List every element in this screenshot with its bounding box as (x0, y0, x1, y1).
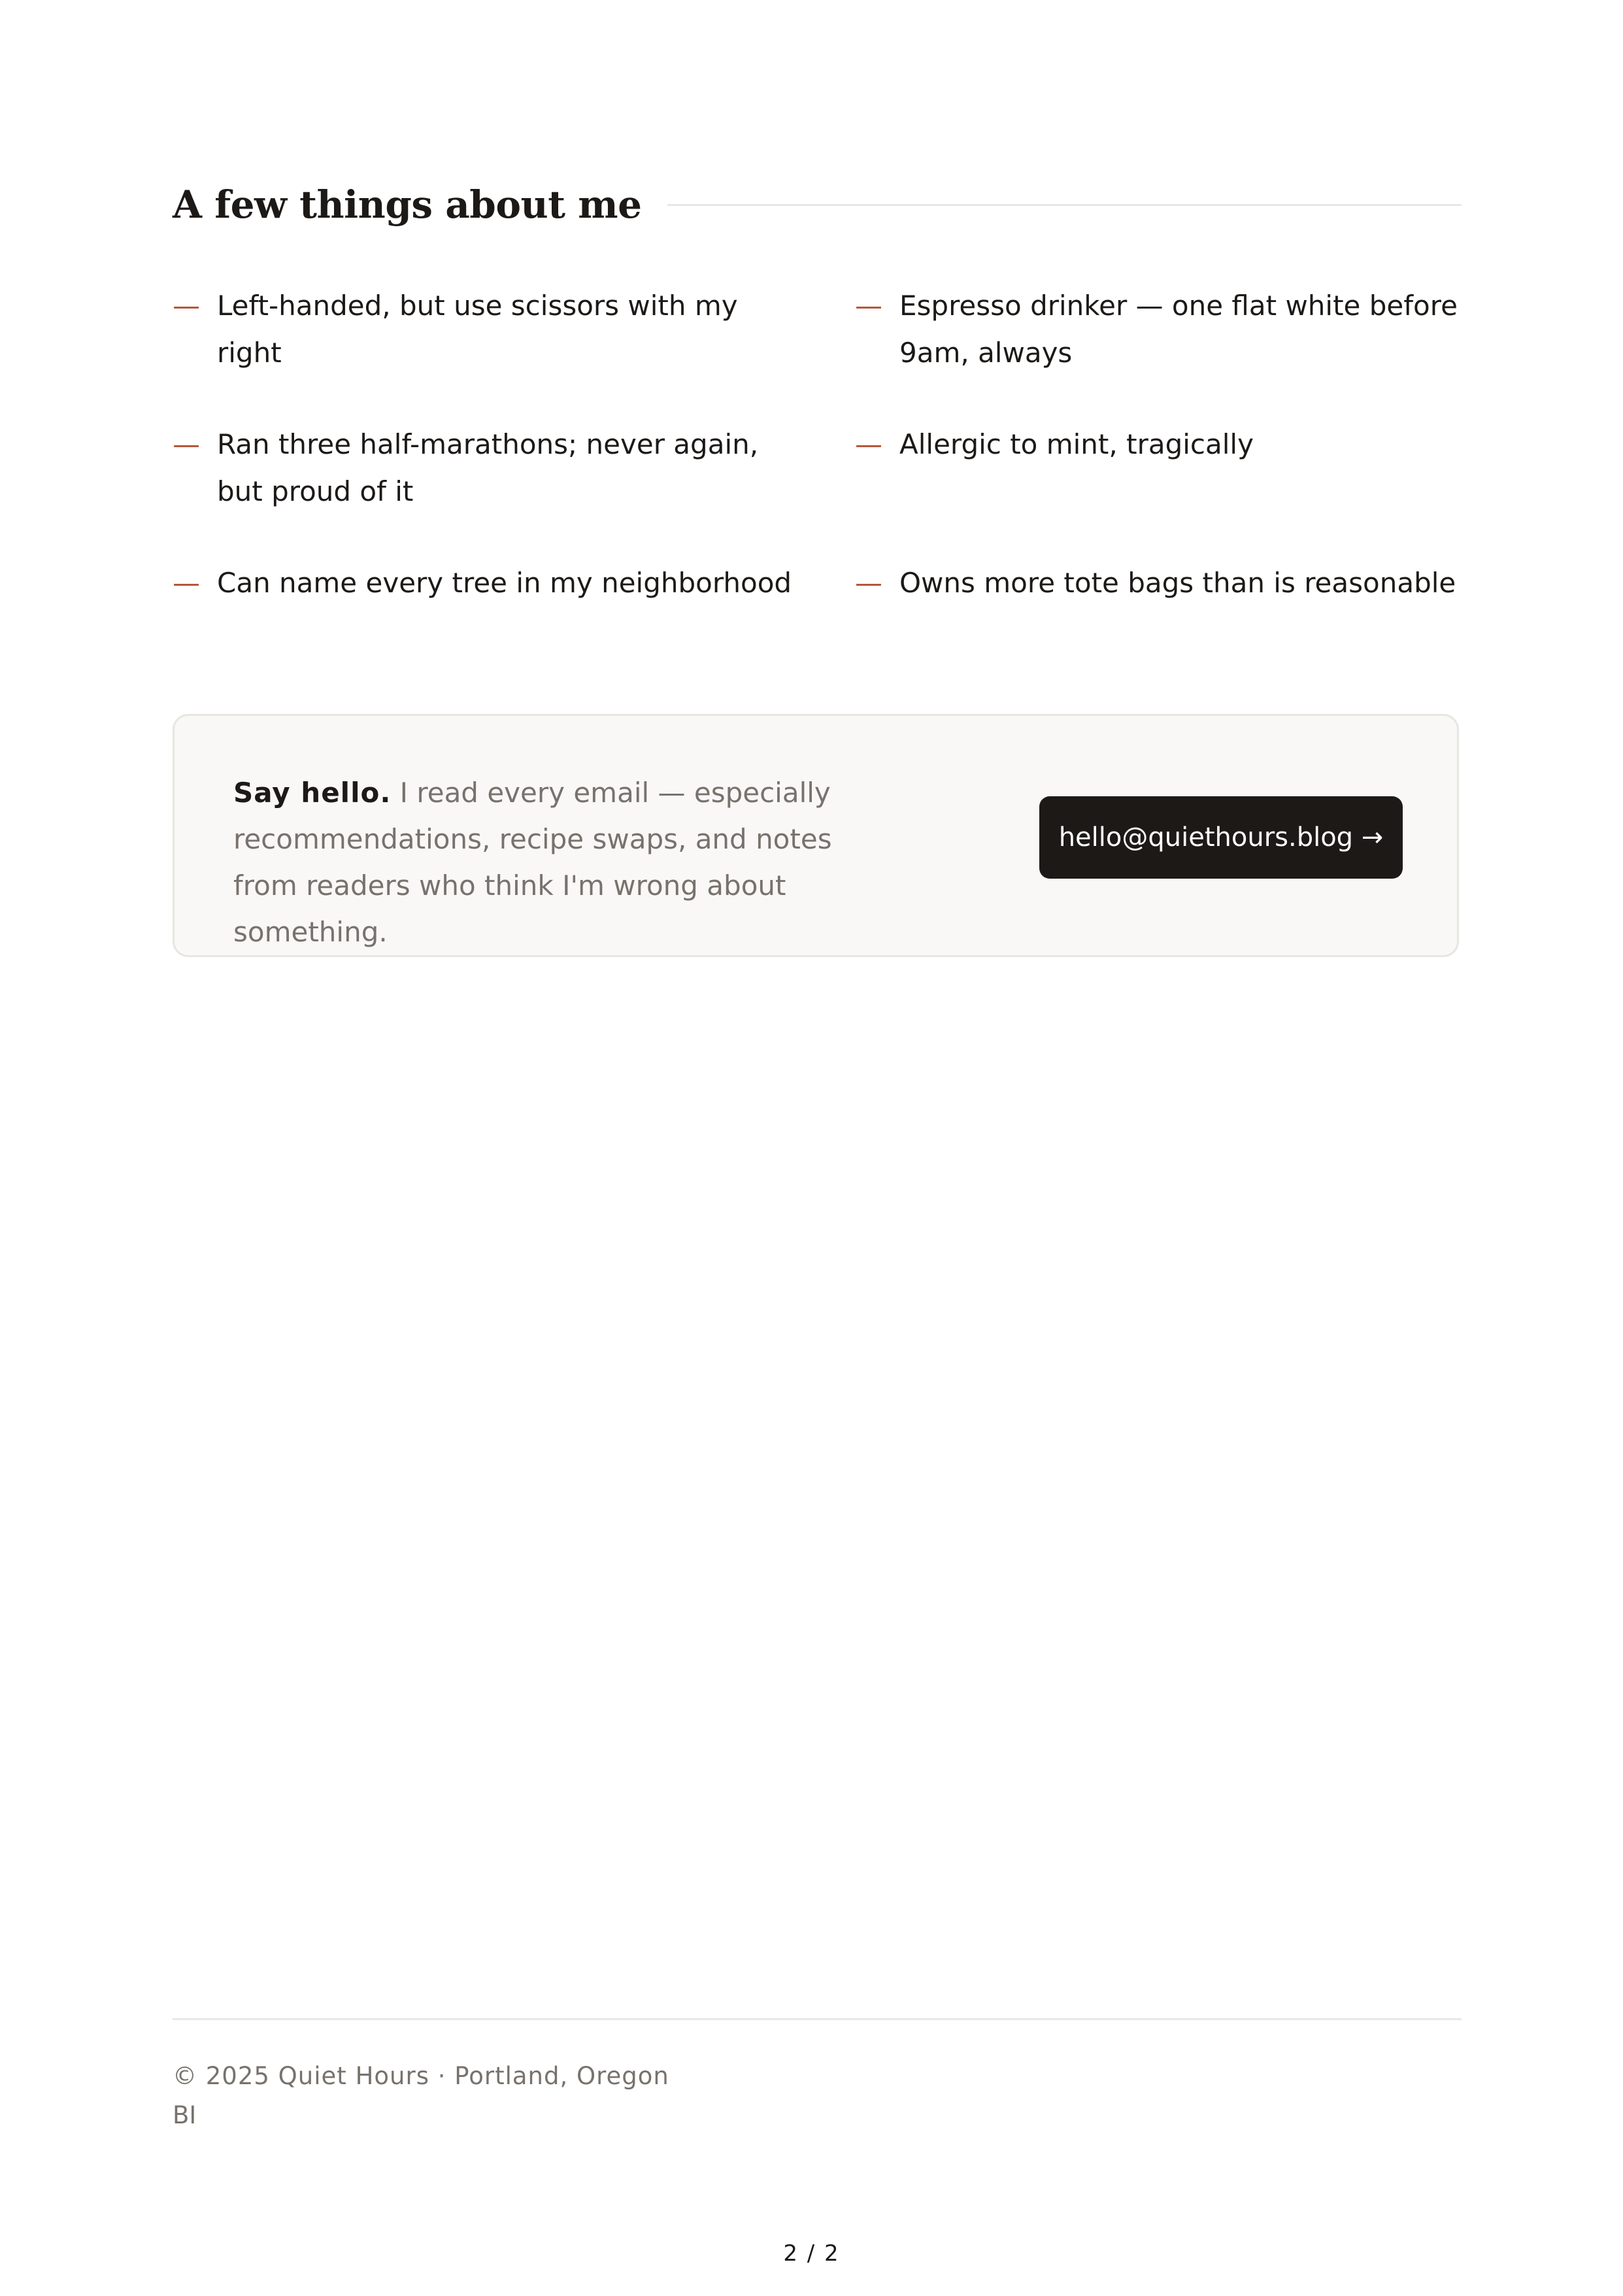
fact-text: Ran three half-marathons; never again, but proud of it (217, 428, 759, 507)
email-button[interactable]: hello@quiethours.blog → (1039, 796, 1403, 879)
section-title: A few things about me (173, 182, 642, 227)
section-divider (667, 204, 1462, 206)
fact-item (855, 282, 1462, 377)
fact-text: Owns more tote bags than is reasonable (899, 567, 1456, 599)
say-hello-text (233, 769, 900, 955)
say-hello-card (173, 714, 1459, 957)
fact-text: Espresso drinker — one flat white before 9am, always (899, 290, 1458, 369)
dash-bullet-icon: — (173, 428, 200, 460)
dash-bullet-icon: — (855, 290, 882, 322)
footer-copyright: © 2025 Quiet Hours · Portland, Oregon (173, 2062, 669, 2090)
fact-item (855, 421, 1462, 515)
fact-text: Can name every tree in my neighborhood (217, 567, 792, 599)
page-number: 2 / 2 (783, 2240, 840, 2267)
facts-list (173, 282, 1462, 607)
fact-item (173, 560, 855, 607)
say-hello-lead: Say hello. (233, 777, 392, 809)
fact-item (855, 560, 1462, 607)
fact-text: Allergic to mint, tragically (899, 428, 1254, 460)
footer-initials: BI (173, 2101, 197, 2129)
fact-text: Left-handed, but use scissors with my right (217, 290, 738, 369)
dash-bullet-icon: — (173, 290, 200, 322)
dash-bullet-icon: — (173, 567, 200, 599)
fact-item (173, 421, 855, 515)
section-header (173, 175, 1462, 234)
dash-bullet-icon: — (855, 428, 882, 460)
fact-item (173, 282, 855, 377)
footer-divider (173, 2018, 1462, 2020)
say-hello-body: I read every email — especially recommendations, recipe swaps, and notes from readers who think I'm wrong about something. (233, 777, 832, 948)
dash-bullet-icon: — (855, 567, 882, 599)
